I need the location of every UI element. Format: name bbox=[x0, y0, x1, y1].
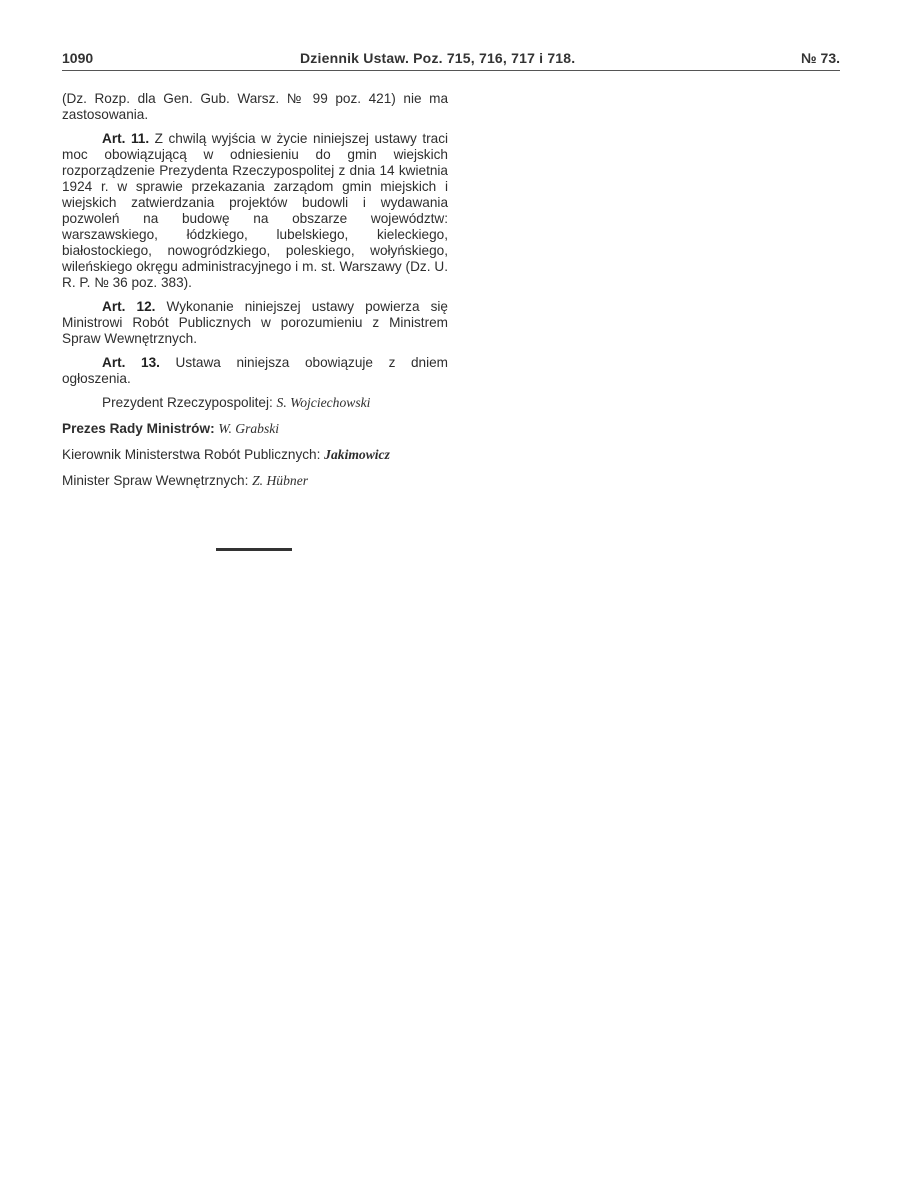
page-number: 1090 bbox=[62, 50, 94, 66]
article-12-label: Art. 12. bbox=[102, 299, 156, 314]
signature-prime-minister bbox=[62, 421, 448, 437]
signature-name: S. Wojciechowski bbox=[276, 395, 371, 410]
journal-title: Dziennik Ustaw. Poz. 715, 716, 717 i 718. bbox=[300, 50, 576, 66]
article-13 bbox=[62, 355, 448, 387]
text-column bbox=[62, 91, 448, 499]
article-11-text: Z chwilą wyjścia w życie niniejszej ustawy traci moc obowiązującą w odniesieniu do gmin wiejskich rozporządzenie Prezydenta Rzeczypospolitej z dnia 14 kwietnia 1924 r. w sprawie przekazania zarządom gmin miejskich i wiejskich zatwierdzania projektów budowli i wydawania pozwoleń na budowę na obszarze województw: warszawskiego, łódzkiego, lubelskiego, kieleckiego, białostockiego, nowogródzkiego, poleskiego, wołyńskiego, wileńskiego okręgu administracyjnego i m. st. Warszawy (Dz. U. R. P. № 36 poz. 383). bbox=[62, 131, 449, 290]
signature-block bbox=[62, 395, 448, 489]
signature-role: Minister Spraw Wewnętrznych: bbox=[62, 473, 249, 488]
signature-name: Z. Hübner bbox=[252, 473, 309, 488]
signature-role: Kierownik Ministerstwa Robót Publicznych: bbox=[62, 447, 321, 462]
issue-number: № 73. bbox=[801, 50, 840, 66]
article-12 bbox=[62, 299, 448, 347]
signature-name: Jakimowicz bbox=[324, 447, 390, 462]
article-12-text: Wykonanie niniejszej ustawy powierza się Ministrowi Robót Publicznych w porozumieniu z Ministrem Spraw Wewnętrznych. bbox=[62, 299, 448, 346]
end-divider bbox=[216, 548, 292, 551]
page-header bbox=[62, 50, 840, 72]
intro-paragraph: (Dz. Rozp. dla Gen. Gub. Warsz. № 99 poz. 421) nie ma zastosowania. bbox=[62, 91, 448, 122]
signature-role: Prezydent Rzeczypospolitej: bbox=[102, 395, 273, 410]
article-11-label: Art. 11. bbox=[102, 131, 150, 146]
signature-name: W. Grabski bbox=[218, 421, 280, 436]
article-13-text: Ustawa niniejsza obowiązuje z dniem ogłoszenia. bbox=[62, 355, 448, 386]
signature-interior-minister bbox=[62, 473, 448, 489]
signature-president bbox=[62, 395, 448, 411]
article-13-label: Art. 13. bbox=[102, 355, 160, 370]
signature-role: Prezes Rady Ministrów: bbox=[62, 421, 215, 436]
signature-public-works-head bbox=[62, 447, 448, 463]
article-11 bbox=[62, 131, 448, 291]
header-divider bbox=[62, 70, 840, 71]
